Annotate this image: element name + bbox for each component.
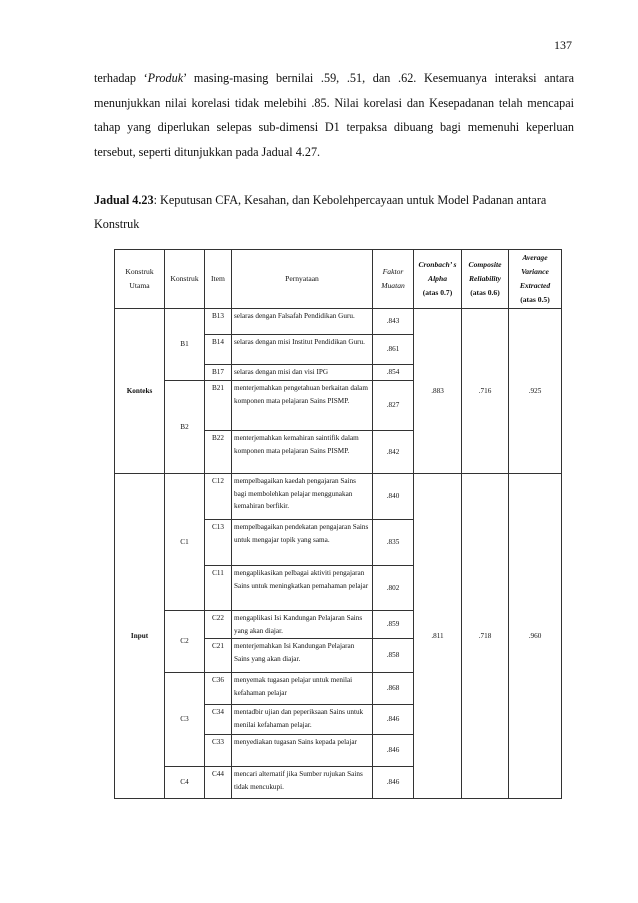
item-code-cell: C44 bbox=[205, 767, 232, 799]
header-composite-label: Composite Reliability bbox=[468, 260, 502, 283]
item-code-cell: C34 bbox=[205, 705, 232, 735]
factor-loading-cell: .858 bbox=[373, 639, 414, 673]
paragraph-start: terhadap ‘ bbox=[94, 71, 148, 85]
statement-cell: menterjemahkan pengetahuan berkaitan dalam komponen mata pelajaran Sains PISMP. bbox=[232, 381, 373, 431]
factor-loading-cell: .843 bbox=[373, 309, 414, 335]
cronbach-alpha-cell: .811 bbox=[414, 474, 462, 799]
statement-cell: selaras dengan Falsafah Pendidikan Guru. bbox=[232, 309, 373, 335]
table-row bbox=[115, 309, 562, 335]
table-header-row bbox=[115, 250, 562, 309]
statement-cell: mengaplikasi Isi Kandungan Pelajaran Sains yang akan diajar. bbox=[232, 611, 373, 639]
paragraph-italic-term: Produk bbox=[147, 71, 184, 85]
statement-cell: mempelbagaikan kaedah pengajaran Sains bagi membolehkan pelajar menggunakan kemahiran berfikir. bbox=[232, 474, 373, 520]
header-konstruk-utama: Konstruk Utama bbox=[115, 250, 165, 309]
header-pernyataan: Pernyataan bbox=[232, 250, 373, 309]
statement-cell: menyediakan tugasan Sains kepada pelajar bbox=[232, 735, 373, 767]
group-name-cell: Input bbox=[115, 474, 165, 799]
header-faktor-muatan: Faktor Muatan bbox=[373, 250, 414, 309]
item-code-cell: C22 bbox=[205, 611, 232, 639]
header-ave-threshold: (atas 0.5) bbox=[520, 295, 550, 304]
factor-loading-cell: .854 bbox=[373, 365, 414, 381]
factor-loading-cell: .835 bbox=[373, 520, 414, 566]
statement-cell: menterjemahkan kemahiran saintifik dalam komponen mata pelajaran Sains PISMP. bbox=[232, 431, 373, 474]
header-composite bbox=[462, 250, 509, 309]
composite-reliability-cell: .716 bbox=[462, 309, 509, 474]
factor-loading-cell: .827 bbox=[373, 381, 414, 431]
table-body bbox=[115, 309, 562, 799]
factor-loading-cell: .846 bbox=[373, 767, 414, 799]
composite-reliability-cell: .718 bbox=[462, 474, 509, 799]
results-table bbox=[114, 249, 562, 799]
construct-name-cell: C3 bbox=[165, 673, 205, 767]
table-caption-text: : Keputusan CFA, Kesahan, dan Kebolehpercayaan untuk Model Padanan antara Konstruk bbox=[94, 193, 547, 231]
factor-loading-cell: .846 bbox=[373, 735, 414, 767]
header-konstruk: Konstruk bbox=[165, 250, 205, 309]
factor-loading-cell: .846 bbox=[373, 705, 414, 735]
header-item: Item bbox=[205, 250, 232, 309]
item-code-cell: B14 bbox=[205, 335, 232, 365]
table-caption-label: Jadual 4.23 bbox=[94, 193, 154, 207]
ave-cell: .925 bbox=[509, 309, 562, 474]
construct-name-cell: B2 bbox=[165, 381, 205, 474]
item-code-cell: C11 bbox=[205, 566, 232, 611]
header-cronbach bbox=[414, 250, 462, 309]
item-code-cell: C33 bbox=[205, 735, 232, 767]
item-code-cell: B22 bbox=[205, 431, 232, 474]
body-paragraph bbox=[94, 66, 574, 164]
statement-cell: selaras dengan misi Institut Pendidikan Guru. bbox=[232, 335, 373, 365]
table-caption bbox=[94, 188, 574, 236]
statement-cell: mentadbir ujian dan peperiksaan Sains untuk menilai kefahaman pelajar. bbox=[232, 705, 373, 735]
statement-cell: mengaplikasikan pelbagai aktiviti pengajaran Sains untuk meningkatkan pemahaman pelajar bbox=[232, 566, 373, 611]
factor-loading-cell: .859 bbox=[373, 611, 414, 639]
item-code-cell: C21 bbox=[205, 639, 232, 673]
item-code-cell: C12 bbox=[205, 474, 232, 520]
construct-name-cell: C4 bbox=[165, 767, 205, 799]
factor-loading-cell: .868 bbox=[373, 673, 414, 705]
statement-cell: menterjemahkan Isi Kandungan Pelajaran Sains yang akan diajar. bbox=[232, 639, 373, 673]
header-ave-label: Average Variance Extracted bbox=[519, 253, 551, 290]
cronbach-alpha-cell: .883 bbox=[414, 309, 462, 474]
construct-name-cell: C1 bbox=[165, 474, 205, 611]
ave-cell: .960 bbox=[509, 474, 562, 799]
item-code-cell: B13 bbox=[205, 309, 232, 335]
paragraph-rest: ’ masing-masing bernilai .59, .51, dan .62. Kesemuanya interaksi antara menunjukkan nilai korelasi tidak melebihi .85. Nilai korelasi dan Kesepadanan telah mencapai tahap yang diperlukan selepas sub-dimensi D1 terpaksa dibuang bagi memenuhi keperluan tersebut, seperti ditunjukkan pada Jadual 4.27. bbox=[94, 71, 574, 159]
item-code-cell: C13 bbox=[205, 520, 232, 566]
factor-loading-cell: .861 bbox=[373, 335, 414, 365]
construct-name-cell: B1 bbox=[165, 309, 205, 381]
statement-cell: menyemak tugasan pelajar untuk menilai kefahaman pelajar bbox=[232, 673, 373, 705]
factor-loading-cell: .840 bbox=[373, 474, 414, 520]
statement-cell: mempelbagaikan pendekatan pengajaran Sains untuk mengajar topik yang sama. bbox=[232, 520, 373, 566]
statement-cell: mencari alternatif jika Sumber rujukan Sains tidak mencukupi. bbox=[232, 767, 373, 799]
header-cronbach-label: Cronbach’ s Alpha bbox=[418, 260, 457, 283]
item-code-cell: B17 bbox=[205, 365, 232, 381]
item-code-cell: B21 bbox=[205, 381, 232, 431]
header-ave bbox=[509, 250, 562, 309]
factor-loading-cell: .842 bbox=[373, 431, 414, 474]
header-cronbach-threshold: (atas 0.7) bbox=[422, 288, 453, 297]
item-code-cell: C36 bbox=[205, 673, 232, 705]
page-number: 137 bbox=[554, 38, 572, 52]
statement-cell: selaras dengan misi dan visi IPG bbox=[232, 365, 373, 381]
factor-loading-cell: .802 bbox=[373, 566, 414, 611]
header-composite-threshold: (atas 0.6) bbox=[470, 288, 500, 297]
group-name-cell: Konteks bbox=[115, 309, 165, 474]
construct-name-cell: C2 bbox=[165, 611, 205, 673]
table-row bbox=[115, 474, 562, 520]
